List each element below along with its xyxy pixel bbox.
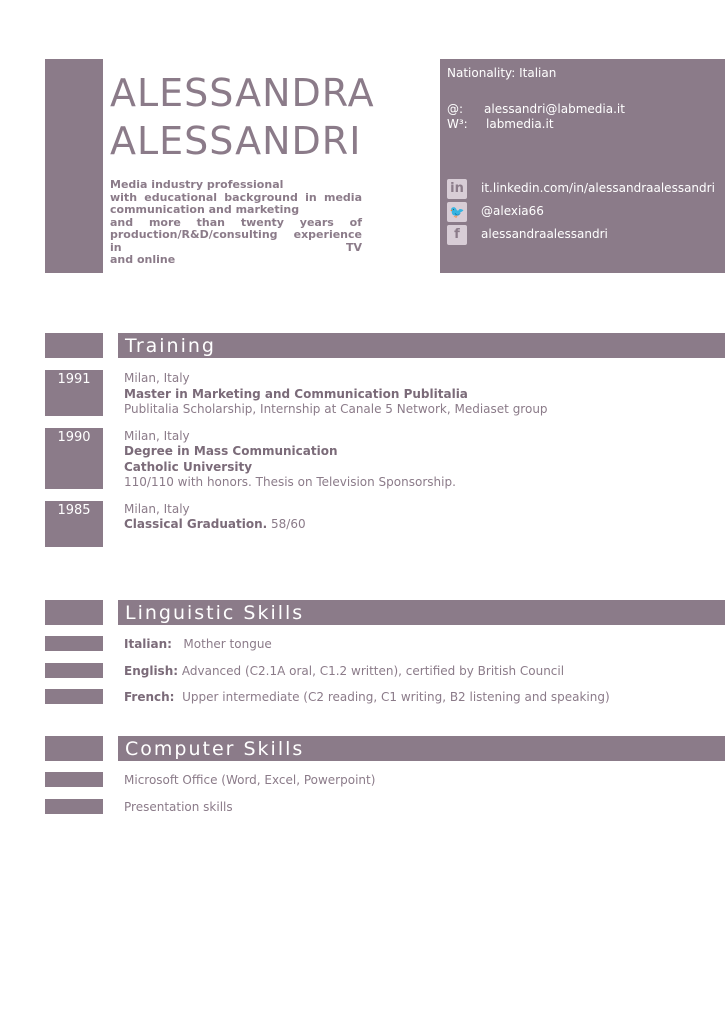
contact-panel — [440, 59, 725, 273]
language-row — [124, 690, 610, 704]
training-heading: Training — [118, 333, 725, 358]
training-place: Milan, Italy — [124, 429, 190, 443]
web-link[interactable]: labmedia.it — [486, 117, 554, 131]
year-text: 1985 — [57, 503, 91, 518]
summary-line: and online — [110, 253, 176, 266]
linkedin-link[interactable]: it.linkedin.com/in/alessandraalessandri — [481, 181, 715, 195]
last-name: ALESSANDRI — [110, 119, 362, 163]
training-school: Catholic University — [124, 460, 253, 474]
language-row — [124, 637, 272, 651]
training-degree: Classical Graduation. — [124, 517, 268, 531]
language-name: English: — [124, 664, 179, 678]
language-level: Advanced (C2.1A oral, C1.2 written), certified by British Council — [181, 664, 565, 678]
training-degree: Master in Marketing and Communication Publitalia — [124, 387, 468, 401]
linguistic-heading: Linguistic Skills — [118, 600, 725, 625]
section-marker — [45, 736, 103, 761]
profile-summary — [110, 179, 362, 267]
computer-heading: Computer Skills — [118, 736, 725, 761]
language-level: Mother tongue — [183, 637, 272, 651]
summary-line: communication and marketing — [110, 203, 300, 216]
training-place: Milan, Italy — [124, 502, 190, 516]
language-row — [124, 664, 564, 678]
facebook-icon: f — [447, 225, 467, 245]
item-marker — [45, 663, 103, 678]
training-degree-line — [124, 517, 306, 531]
computer-skill: Presentation skills — [124, 800, 233, 814]
training-detail: 110/110 with honors. Thesis on Television Sponsorship. — [124, 475, 456, 489]
twitter-link[interactable]: @alexia66 — [481, 204, 544, 218]
linkedin-icon: in — [447, 179, 467, 199]
training-grade: 58/60 — [267, 517, 306, 531]
training-place: Milan, Italy — [124, 371, 190, 385]
header-accent-bar — [45, 59, 103, 273]
nationality: Nationality: Italian — [447, 66, 557, 80]
summary-line: with educational background in media — [110, 190, 362, 204]
summary-line: Media industry professional — [110, 178, 284, 191]
training-detail: Publitalia Scholarship, Internship at Canale 5 Network, Mediaset group — [124, 402, 548, 416]
web-label: W³: — [447, 117, 468, 131]
year-text: 1991 — [57, 372, 91, 387]
training-degree: Degree in Mass Communication — [124, 444, 338, 458]
email-label: @: — [447, 102, 464, 116]
language-name: Italian: — [124, 637, 172, 651]
year-text: 1990 — [57, 430, 91, 445]
section-marker — [45, 333, 103, 358]
first-name: ALESSANDRA — [110, 71, 375, 115]
summary-line: production/R&D/consulting experience in TV — [110, 228, 362, 254]
item-marker — [45, 636, 103, 651]
year-badge — [45, 370, 103, 416]
computer-skill: Microsoft Office (Word, Excel, Powerpoint) — [124, 773, 376, 787]
item-marker — [45, 689, 103, 704]
year-badge — [45, 428, 103, 489]
item-marker — [45, 799, 103, 814]
email-link[interactable]: alessandri@labmedia.it — [484, 102, 625, 116]
language-level: Upper intermediate (C2 reading, C1 writing, B2 listening and speaking) — [182, 690, 610, 704]
section-marker — [45, 600, 103, 625]
year-badge — [45, 501, 103, 547]
facebook-link[interactable]: alessandraalessandri — [481, 227, 608, 241]
summary-line: and more than twenty years of — [110, 215, 362, 229]
item-marker — [45, 772, 103, 787]
twitter-icon: 🐦 — [447, 202, 467, 222]
language-name: French: — [124, 690, 175, 704]
